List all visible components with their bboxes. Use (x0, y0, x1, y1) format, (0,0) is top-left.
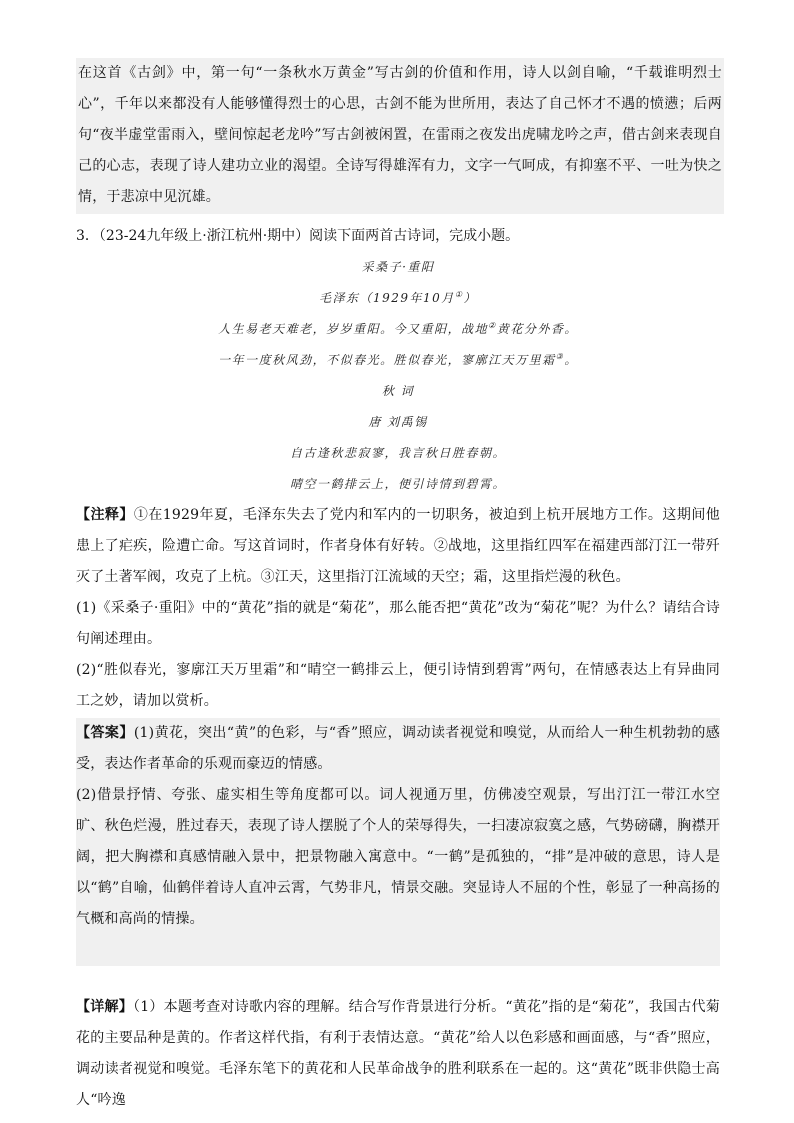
question-2: (2)“胜似春光，寥廓江天万里霜”和“晴空一鹤排云上，便引诗情到碧霄”两句，在情感表达上有异曲同工之妙，请加以赏析。 (76, 662, 720, 709)
poem1-title: 采桑子·重阳 (361, 260, 435, 274)
poem2-line2: 晴空一鹤排云上，便引诗情到碧霄。 (289, 477, 506, 491)
notes-label: 【注释】 (76, 507, 134, 523)
poem2-author: 唐 刘禹锡 (368, 415, 428, 429)
detail-label: 【详解】 (76, 999, 133, 1015)
poem2-title: 秋 词 (381, 384, 415, 398)
detail-paragraph: 【详解】（1）本题考查对诗歌内容的理解。结合写作背景进行分析。“黄花”指的是“菊花”，我国古代菊花的主要品种是黄的。作者这样代指，有利于表情达意。“黄花”给人以色彩感和画面感，与“香”照应，调动读者视觉和嗅觉。毛泽东笔下的黄花和人民革命战争的胜利联系在一起的。这“黄花”既非供隐士高人“吟逸 (76, 999, 720, 1108)
question-1: (1)《采桑子·重阳》中的“黄花”指的就是“菊花”，那么能否把“黄花”改为“菊花”呢？为什么？请结合诗句阐述理由。 (76, 600, 720, 647)
notes-paragraph: 【注释】①在1929年夏，毛泽东失去了党内和军内的一切职务，被迫到上杭开展地方工作。这期间他患上了疟疾，险遭亡命。写这首词时，作者身体有好转。②战地，这里指红四军在福建西部汀江一带歼灭了土著军阀，攻克了上杭。③江天，这里指汀江流域的天空；霜，这里指烂漫的秋色。 (76, 507, 720, 585)
answer-1: 【答案】(1)黄花，突出“黄”的色彩，与“香”照应，调动读者视觉和嗅觉，从而给人一种生机勃勃的感受，表达作者革命的乐观而豪迈的情感。 (76, 725, 720, 772)
answer-label: 【答案】 (76, 725, 134, 741)
question-header: 3．（23-24九年级上·浙江杭州·期中）阅读下面两首古诗词，完成小题。 (76, 228, 520, 244)
poem1-line2: 一年一度秋风劲，不似春光。胜似春光，寥廓江天万里霜③。 (218, 352, 578, 367)
previous-answer-analysis: 在这首《古剑》中，第一句“一条秋水万黄金”写古剑的价值和作用，诗人以剑自喻，“千载谁明烈士心”，千年以来都没有人能够懂得烈士的心思，古剑不能为世所用，表达了自己怀才不遇的愤懑；后两句“夜半虚堂雷雨入，壁间惊起老龙吟”写古剑被闲置，在雷雨之夜发出虎啸龙吟之声，借古剑来表现自己的心志，表现了诗人建功立业的渴望。全诗写得雄浑有力，文字一气呵成，有抑塞不平、一吐为快之情，于悲凉中见沉雄。 (76, 58, 724, 214)
poem1-line1: 人生易老天难老，岁岁重阳。今又重阳，战地②黄花分外香。 (218, 321, 578, 336)
poem2-line1: 自古逢秋悲寂寥，我言秋日胜春朝。 (289, 446, 506, 460)
poem1-author: 毛泽东（1929年10月①） (319, 290, 477, 305)
answer-2: (2)借景抒情、夸张、虚实相生等角度都可以。词人视通万里，仿佛凌空观景，写出汀江一带江水空旷、秋色烂漫，胜过春天，表现了诗人摆脱了个人的荣辱得失，一扫凄凉寂寞之感，气势磅礴，胸襟开阔，把大胸襟和真感情融入景中，把景物融入寓意中。“一鹤”是孤独的，“排”是冲破的意思，诗人是以“鹤”自喻，仙鹤伴着诗人直冲云霄，气势非凡，情景交融。突显诗人不屈的个性，彰显了一种高扬的气概和高尚的情操。 (76, 787, 720, 927)
answer-block (76, 718, 720, 966)
